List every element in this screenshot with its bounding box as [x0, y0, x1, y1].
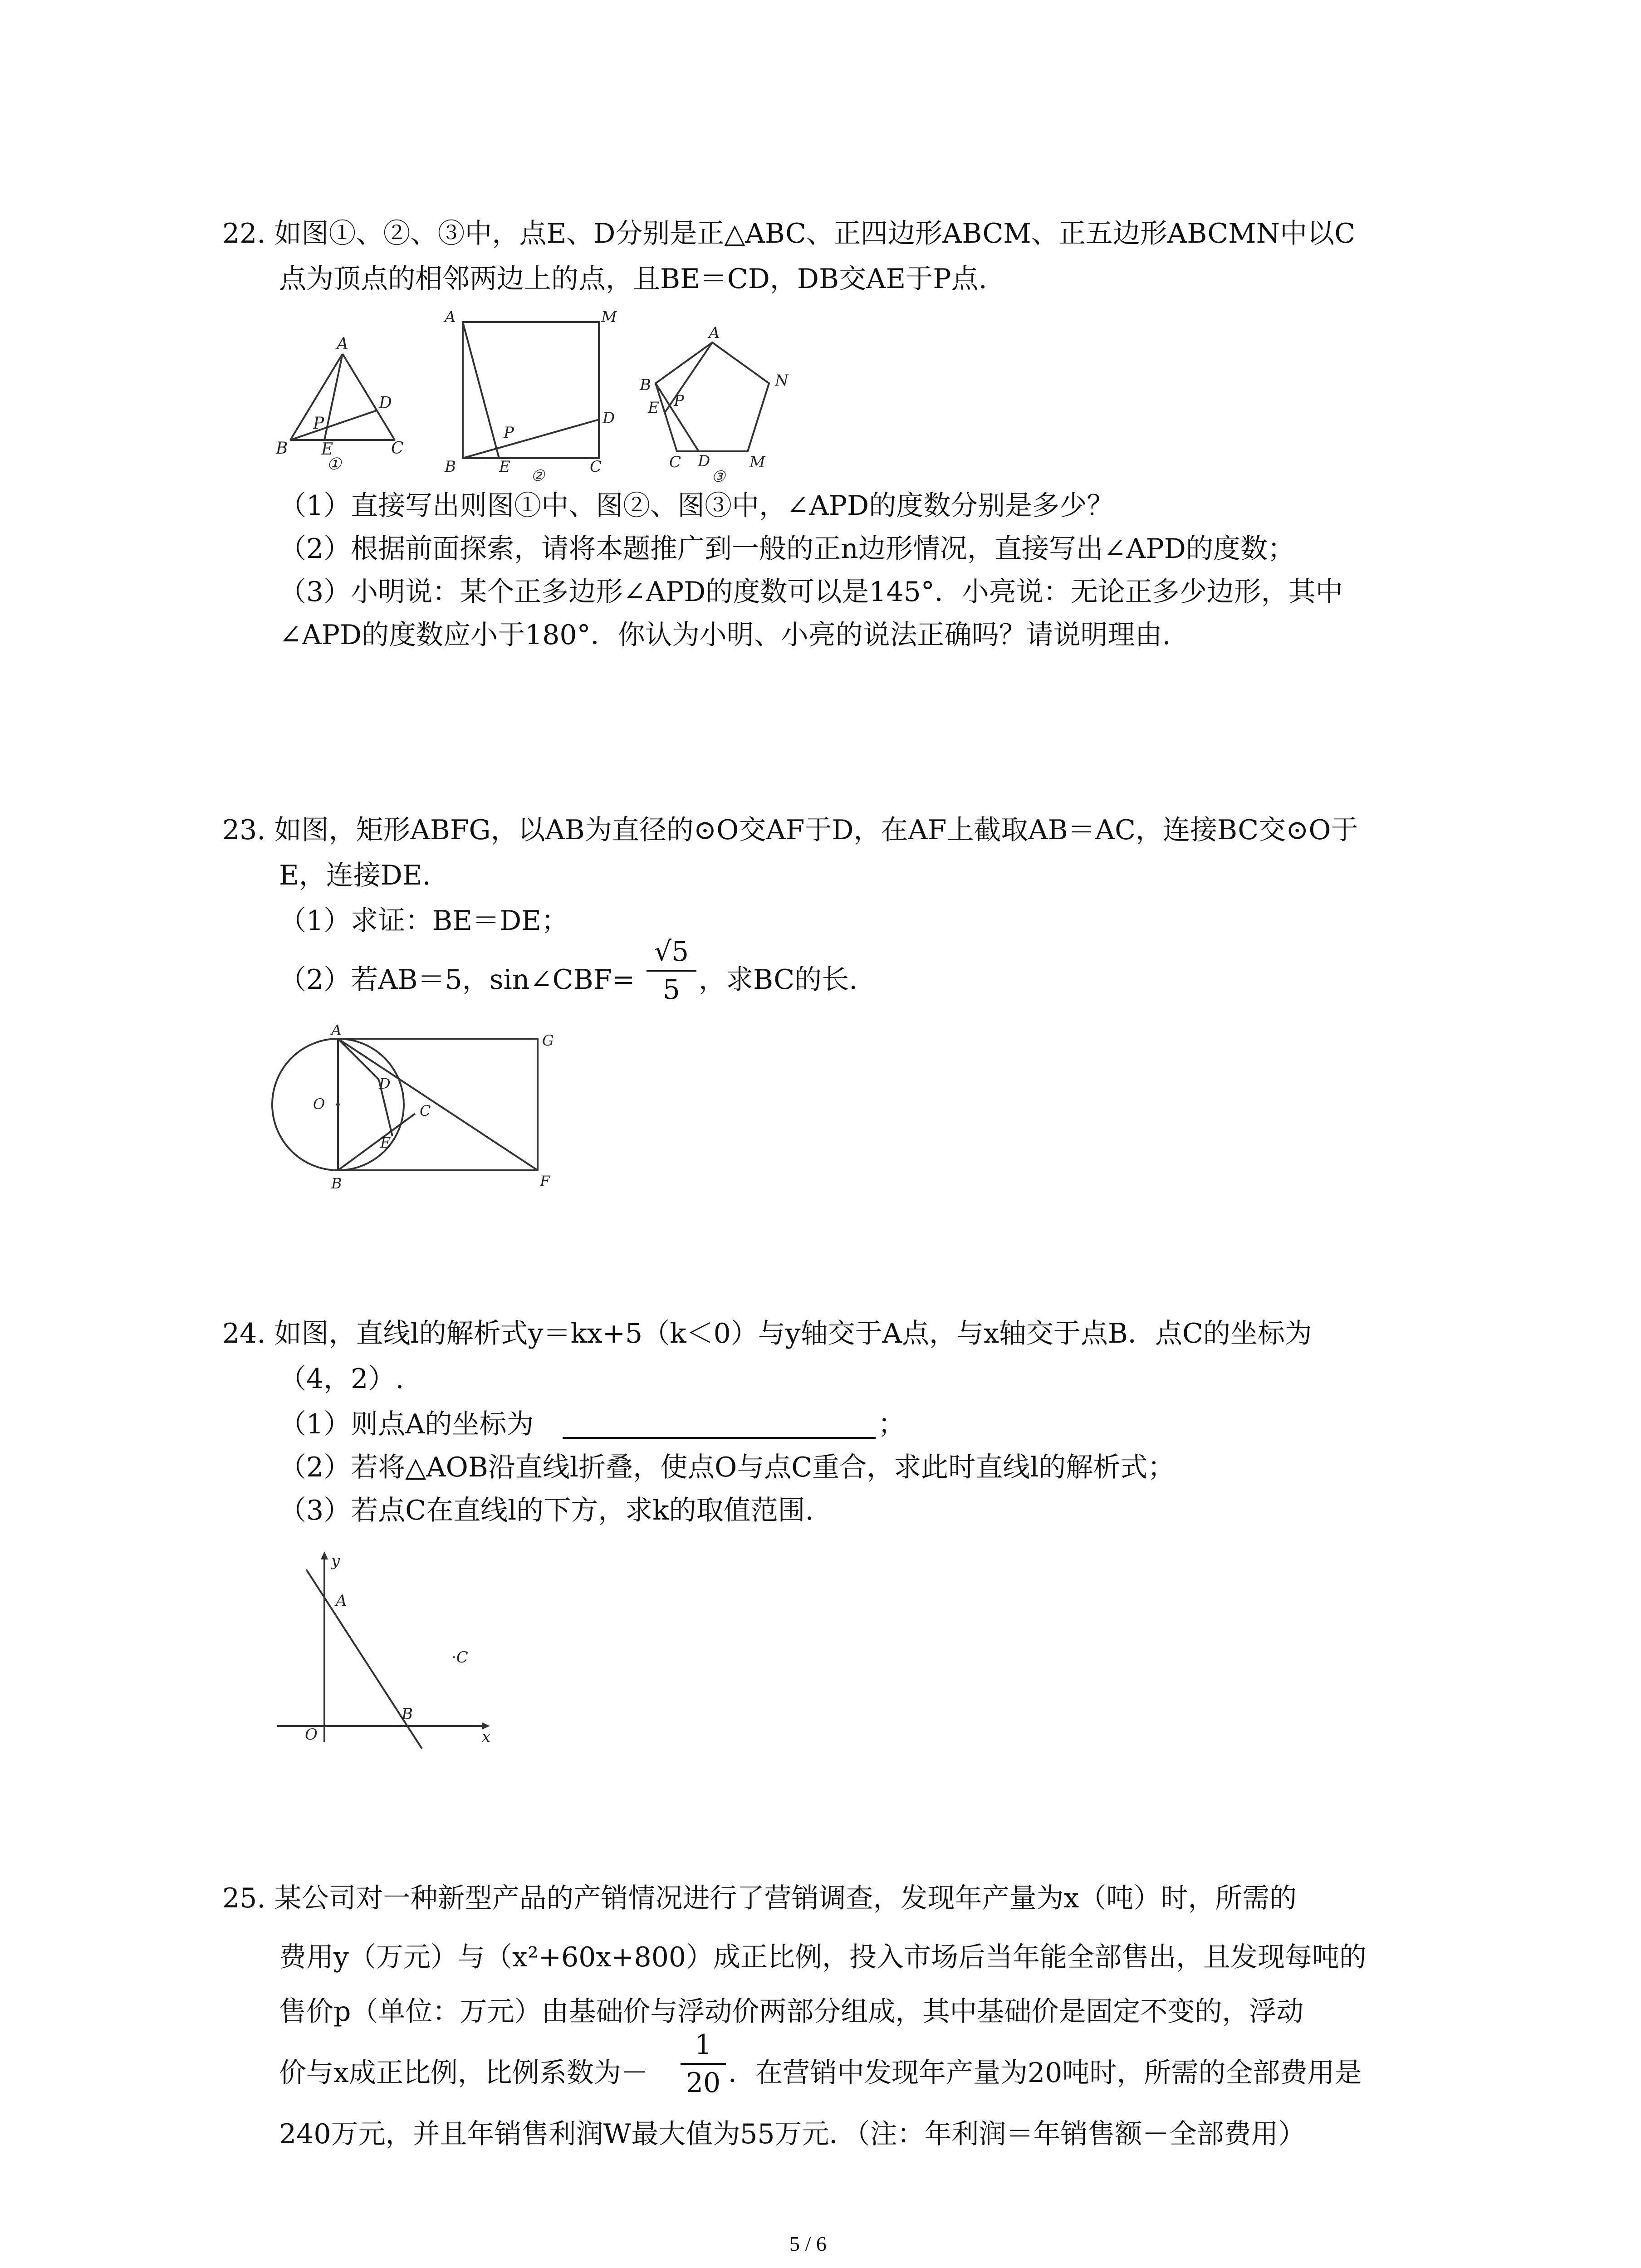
q22-sub3a: （3）小明说：某个正多边形∠APD的度数可以是145°．小亮说：无论正多少边形，其中 [279, 576, 1343, 608]
q24-sub1a: （1）则点A的坐标为 [279, 1408, 534, 1440]
fig2-label-p: P [504, 424, 514, 442]
q25-line5: 240万元，并且年销售利润W最大值为55万元．（注：年利润＝年销售额－全部费用） [279, 2118, 1306, 2150]
q23-line1: 23. 如图，矩形ABFG，以AB为直径的⊙O交AF于D，在AF上截取AB＝AC，连接BC交⊙O于 [222, 814, 1358, 846]
fig1-label-p: P [313, 414, 324, 433]
fig2-label-e: E [499, 458, 510, 476]
q25-line2: 费用y（万元）与（x²+60x+800）成正比例，投入市场后当年能全部售出，且发现每吨的 [279, 1941, 1367, 1973]
q23-fraction-numerator: √5 [654, 936, 689, 968]
fig3-label-e: E [648, 399, 659, 417]
fig3-label-c: C [669, 453, 681, 471]
fig1-label-a: A [337, 335, 348, 353]
q23-fraction-bar [647, 970, 696, 972]
fig2-label-c: C [590, 458, 602, 476]
q22-line1: 22. 如图①、②、③中，点E、D分别是正△ABC、正四边形ABCM、正五边形ABCMN中以C [222, 218, 1356, 249]
q25-fraction-numerator: 1 [694, 2029, 712, 2061]
q23-sub1: （1）求证：BE＝DE； [279, 905, 568, 937]
q22-figure-3 [631, 322, 798, 485]
q23-sub2b: ，求BC的长. [699, 964, 858, 996]
fig3-label-b: B [640, 376, 651, 394]
fig23-label-a: A [331, 1022, 342, 1039]
q24-sub3: （3）若点C在直线l的下方，求k的取值范围. [279, 1495, 814, 1526]
q24-sub1b: ； [878, 1408, 905, 1440]
q24-figure [272, 1542, 508, 1751]
q25-line4a: 价与x成正比例，比例系数为－ [279, 2057, 648, 2089]
fig3-label-d: D [698, 452, 710, 470]
fig1-number: ① [327, 455, 342, 472]
fig3-label-m: M [749, 453, 765, 471]
fig3-label-n: N [775, 371, 789, 390]
q25-fraction-denominator: 20 [686, 2067, 721, 2099]
q22-sub1: （1）直接写出则图①中、图②、图③中，∠APD的度数分别是多少？ [279, 490, 1114, 522]
q22-figure-1 [268, 327, 417, 472]
fig2-label-d: D [603, 409, 615, 427]
answer-blank [563, 1437, 876, 1439]
q22-sub2: （2）根据前面探索，请将本题推广到一般的正n边形情况，直接写出∠APD的度数； [279, 533, 1295, 565]
fig23-label-f: F [540, 1173, 550, 1190]
q22-figure-2 [436, 302, 617, 483]
q24-line2: （4，2）. [279, 1363, 404, 1395]
fig3-label-p: P [674, 392, 684, 410]
fig24-label-b: B [402, 1705, 413, 1723]
fig23-label-e: E [380, 1134, 391, 1151]
fig1-label-d: D [379, 394, 392, 412]
fig23-label-o: O [313, 1095, 325, 1113]
q23-fraction-denominator: 5 [662, 974, 681, 1006]
fig1-label-b: B [276, 439, 288, 458]
q25-line1: 25. 某公司对一种新型产品的产销情况进行了营销调查，发现年产量为x（吨）时，所需的 [222, 1882, 1297, 1914]
q23-line2: E，连接DE. [279, 860, 431, 891]
fig1-label-e: E [321, 440, 333, 459]
q23-figure [268, 1021, 567, 1193]
fig3-label-a: A [709, 324, 720, 342]
q25-fraction-bar [681, 2063, 726, 2065]
fig3-number: ③ [711, 468, 725, 485]
fig23-label-c: C [420, 1102, 431, 1119]
q22-line2: 点为顶点的相邻两边上的点，且BE＝CD，DB交AE于P点. [279, 263, 987, 295]
q24-line1: 24. 如图，直线l的解析式y＝kx+5（k＜0）与y轴交于A点，与x轴交于点B．点C的坐标为 [222, 1318, 1312, 1349]
q25-fraction [681, 2028, 726, 2100]
fig23-label-d: D [379, 1075, 391, 1092]
page-number: 5 / 6 [789, 2232, 827, 2255]
fig2-label-a: A [445, 308, 456, 326]
fig24-label-c: ·C [451, 1648, 468, 1667]
fig24-label-y: y [331, 1552, 340, 1570]
q25-line4b: ．在营销中发现年产量为20吨时，所需的全部费用是 [728, 2057, 1362, 2089]
fig2-number: ② [531, 467, 545, 483]
fig1-label-c: C [391, 439, 404, 458]
fig23-label-b: B [331, 1175, 342, 1192]
q24-sub2: （2）若将△AOB沿直线l折叠，使点O与点C重合，求此时直线l的解析式； [279, 1452, 1175, 1483]
fig24-label-o: O [305, 1725, 318, 1744]
fig24-label-a: A [336, 1592, 347, 1610]
fig23-label-g: G [542, 1032, 554, 1049]
fig2-label-b: B [445, 458, 456, 476]
fig2-label-m: M [601, 308, 617, 326]
fig24-label-x: x [482, 1728, 491, 1746]
q22-sub3b: ∠APD的度数应小于180°．你认为小明、小亮的说法正确吗？请说明理由. [279, 619, 1171, 651]
q23-fraction [647, 934, 696, 1007]
q23-sub2a: （2）若AB＝5，sin∠CBF= [279, 964, 635, 996]
q25-line3: 售价p（单位：万元）由基础价与浮动价两部分组成，其中基础价是固定不变的，浮动 [279, 1996, 1304, 2028]
